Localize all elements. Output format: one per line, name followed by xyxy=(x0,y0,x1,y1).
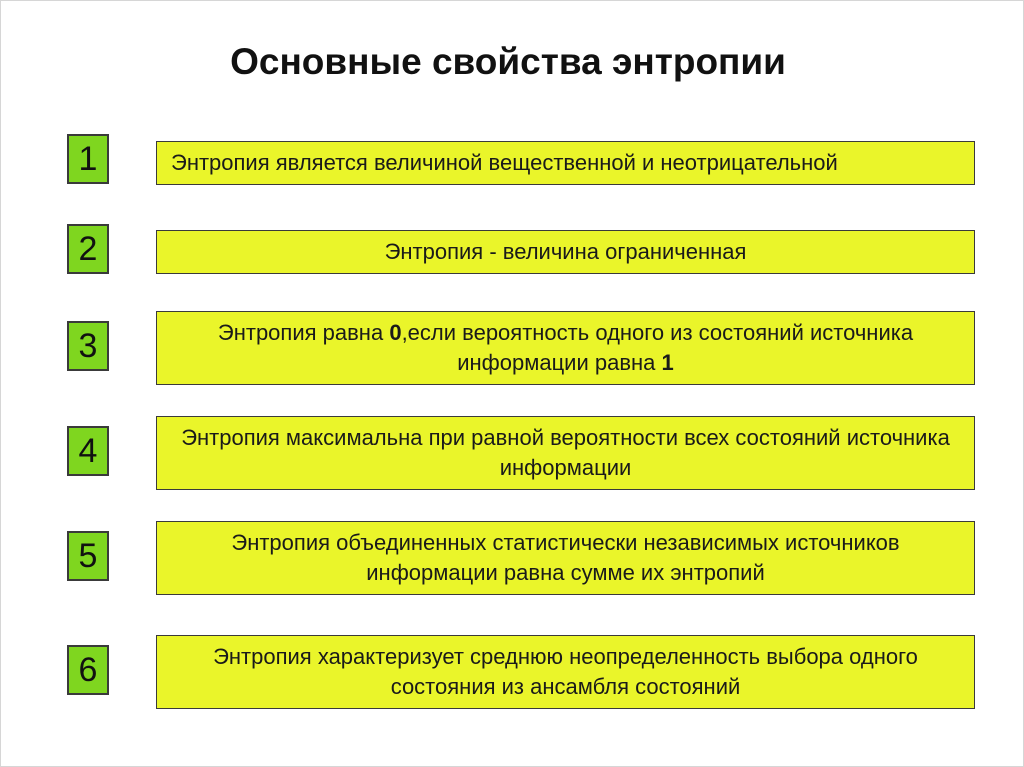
property-box-5 xyxy=(156,521,975,595)
property-number-2: 2 xyxy=(67,224,109,274)
property-text-3-part2: ,если вероятность одного из состояний источника информации равна xyxy=(401,320,914,375)
property-text-1: Энтропия является величиной вещественной и неотрицательной xyxy=(171,150,838,175)
property-text-4: Энтропия максимальна при равной вероятности всех состояний источника информации xyxy=(181,425,950,480)
property-text-6: Энтропия характеризует среднюю неопределенность выбора одного состояния из ансамбля состояний xyxy=(213,644,918,699)
property-text-3-bold-one: 1 xyxy=(661,350,674,375)
property-box-6 xyxy=(156,635,975,709)
property-number-5: 5 xyxy=(67,531,109,581)
page-title: Основные свойства энтропии xyxy=(230,41,786,82)
property-number-1: 1 xyxy=(67,134,109,184)
property-box-4 xyxy=(156,416,975,490)
property-text-3-part1: Энтропия равна xyxy=(217,320,390,345)
property-number-6: 6 xyxy=(67,645,109,695)
property-number-3: 3 xyxy=(67,321,109,371)
property-text-3-bold-zero: 0 xyxy=(389,320,402,345)
property-box-2 xyxy=(156,230,975,274)
property-box-1 xyxy=(156,141,975,185)
property-text-2: Энтропия - величина ограниченная xyxy=(384,239,747,264)
property-box-3 xyxy=(156,311,975,385)
property-text-5: Энтропия объединенных статистически независимых источников информации равна сумме их энтропий xyxy=(231,530,900,585)
property-number-4: 4 xyxy=(67,426,109,476)
property-text-3 xyxy=(173,318,958,378)
